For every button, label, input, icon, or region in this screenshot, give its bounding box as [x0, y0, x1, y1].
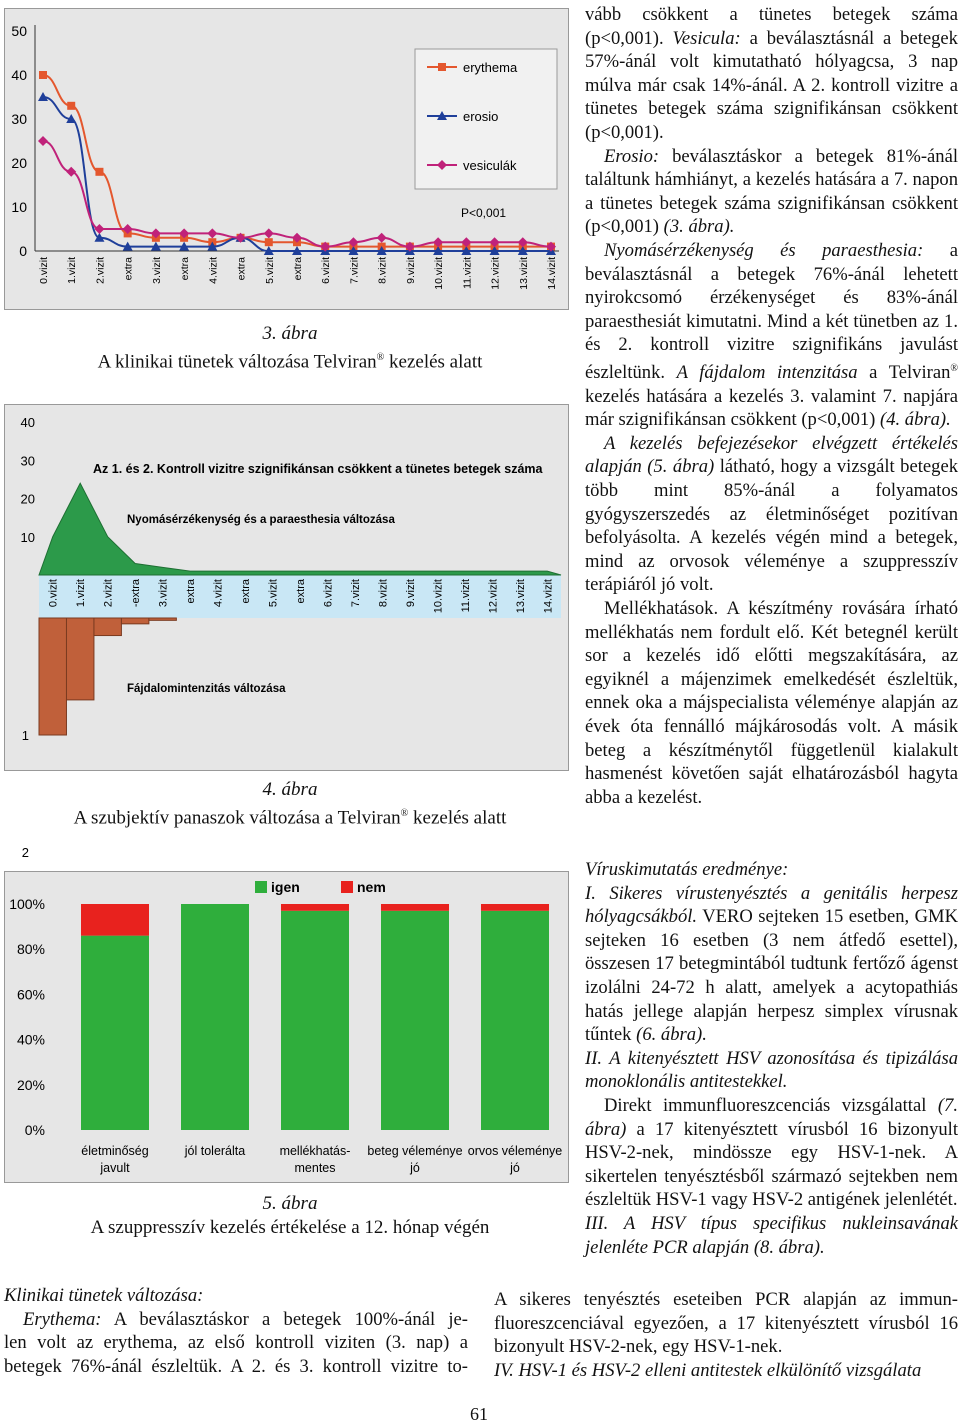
virus-section-wide — [494, 1288, 958, 1382]
x-tick-label: extra — [185, 579, 198, 604]
x-tick-label: 5.vizit — [263, 257, 276, 284]
bar-nem — [81, 904, 149, 936]
legend-swatch-nem — [341, 881, 353, 893]
legend-label: igen — [271, 879, 300, 895]
x-tick-label: 6.vizit — [322, 579, 335, 608]
y-tick-label: 50 — [11, 23, 27, 39]
category-label: jól tolerálta — [184, 1144, 246, 1158]
chart-title-top: Az 1. és 2. Kontroll vizitre szignifikánsan csökkent a tünetes betegek száma — [93, 462, 543, 476]
bar-fajdalomintenzitas — [39, 618, 66, 735]
bar-igen — [481, 911, 549, 1130]
bar-igen — [181, 904, 249, 1130]
figure-3-title: A klinikai tünetek változása Telviran — [97, 351, 377, 373]
area-nyomaserzekenyseg — [39, 483, 561, 575]
x-tick-label: 4.vizit — [212, 579, 225, 608]
data-point-vesiculák — [377, 233, 387, 243]
category-label: életminőség — [81, 1144, 149, 1158]
figure-3-title-tail: kezelés alatt — [384, 351, 483, 373]
x-tick-label: 11.vizit — [459, 579, 472, 613]
legend-label: nem — [357, 879, 386, 895]
page-number: 61 — [470, 1404, 488, 1424]
section-heading: Klinikai tünetek változása: — [4, 1285, 204, 1306]
figure-5-caption — [20, 1192, 560, 1240]
y-tick-label: 1 — [21, 728, 29, 743]
x-tick-label: extra — [295, 579, 307, 604]
chart-title-red: Fájdalomintenzitás változása — [127, 683, 286, 695]
data-point-vesiculák — [66, 167, 76, 177]
erythema-paragraph: Erythema: A beválasztáskor a betegek 100%-ánál je- — [23, 1308, 468, 1330]
y-tick-label: 10 — [11, 199, 27, 215]
bar-igen — [81, 936, 149, 1130]
figure-4-title: A szubjektív panaszok változása a Telviran — [73, 807, 401, 829]
virus-heading: Víruskimutatás eredménye: — [585, 859, 789, 880]
paragraph-erosio: Erosio: beválasztáskor a betegek 81%-ánál találtunk hámhiányt, a kezelés hatására a 7. napon a tünetes betegek száma szignifikánsan csökkent (p<0,001) (3. ábra). — [585, 145, 958, 238]
category-label: jó — [410, 1161, 420, 1175]
figure-4-number: 4. ábra — [262, 779, 318, 800]
figure-3-chart — [4, 8, 569, 310]
left-column-text — [4, 1284, 468, 1378]
data-point-vesiculák — [264, 228, 274, 238]
x-tick-label: 13.vizit — [517, 257, 530, 290]
bar-nem — [481, 904, 549, 911]
bar-nem — [381, 904, 449, 911]
category-label: jó — [510, 1161, 520, 1175]
paragraph-vesicula: vább csökkent a tünetes betegek száma (p<0,001). Vesicula: a beválasztásnál a betegek 57%-ánál volt kimutatható hólyagcsa, 3 nap múlva már csak 14%-ánál. A 2. kontroll vizitre a tünetes betegek száma szignifikánsan csökkent (p<0,001). — [585, 4, 958, 143]
x-tick-label: 6.vizit — [320, 257, 333, 284]
x-tick-label: 4.vizit — [207, 257, 220, 284]
x-tick-label: 12.vizit — [489, 257, 502, 290]
x-tick-label: 0.vizit — [38, 257, 50, 284]
figure-4-caption — [20, 778, 560, 830]
y-tick-label: 20 — [20, 491, 35, 507]
bar-fajdalomintenzitas — [66, 618, 93, 700]
y-tick-label: 10 — [20, 529, 35, 545]
x-tick-label: 11.vizit — [461, 257, 474, 289]
figure-3-svg — [5, 9, 568, 309]
y-tick-label: 40 — [20, 415, 35, 430]
y-tick-label: 0% — [24, 1122, 45, 1138]
category-label: beteg véleménye — [367, 1144, 463, 1158]
bar-fajdalomintenzitas — [121, 618, 148, 624]
category-label: mentes — [294, 1161, 336, 1175]
y-tick-label: 100% — [9, 896, 45, 912]
x-tick-label: 8.vizit — [377, 579, 390, 608]
category-label: javult — [100, 1161, 130, 1175]
y-tick-label: 30 — [11, 111, 27, 127]
erythema-line-2: len volt az erythema, az első kontroll viziten (3. nap) a — [4, 1332, 468, 1354]
x-tick-label: extra — [240, 579, 253, 604]
legend-swatch-igen — [255, 881, 267, 893]
x-tick-label: -extra — [130, 579, 143, 608]
bar-igen — [381, 911, 449, 1130]
x-tick-label: 14.vizit — [546, 257, 558, 290]
data-point-erythema — [39, 71, 47, 79]
x-tick-label: 10.vizit — [433, 257, 446, 290]
x-tick-label: 5.vizit — [267, 579, 280, 608]
x-tick-label: 1.vizit — [75, 579, 88, 608]
x-tick-label: 1.vizit — [66, 257, 79, 284]
y-tick-label: 30 — [20, 453, 35, 469]
virus-result-3: III. A HSV típus specifikus nukleinsavának jelenléte PCR alapján (8. ábra). — [585, 1212, 958, 1258]
virus-result-2-text: Direkt immunfluoreszcenciás vizsgálattal (7. ábra) a 17 kitenyésztett vírusból 16 bizonyult HSV-2-nek, mindössze egy HSV-1-nek. A sikertelen tenyésztésből származó sejtekben nem észleltük HSV-1 vagy HSV-2 antigének jelenlétét. — [585, 1094, 958, 1211]
category-label: orvos véleménye — [467, 1144, 563, 1158]
y-tick-label: 40 — [11, 67, 27, 83]
x-tick-label: 0.vizit — [47, 579, 60, 608]
figure-3-number: 3. ábra — [262, 323, 318, 344]
figure-5-svg — [5, 872, 568, 1182]
virus-section — [585, 858, 958, 1259]
x-tick-label: 8.vizit — [376, 257, 389, 284]
legend-label: erythema — [463, 60, 518, 75]
x-tick-label: 9.vizit — [404, 579, 417, 608]
virus-result-2: II. A kitenyésztett HSV azonosítása és tipizálása monoklonális antitestekkel. — [585, 1047, 958, 1093]
legend-label: erosio — [463, 109, 499, 124]
paragraph-paraesthesia: Nyomásérzékenység és paraesthesia: a beválasztásnál a betegek 76%-ánál lehetett nyirokcsomó érzékenységet és 83%-ánál paraesthesiát kimutatni. Mind a két tünetben az 1. és 2. kontroll vizitre szignifikáns javulást észleltünk. A fájdalom intenzitása a Telviran® kezelés hatására a kezelés 3. valamint 7. napjára már szignifikánsan csökkent (p<0,001) (4. ábra). — [585, 239, 958, 431]
y-tick-label: 20% — [16, 1076, 45, 1093]
y-tick-label: 60% — [16, 986, 45, 1003]
registered-mark: ® — [376, 352, 385, 363]
x-tick-label: 14.vizit — [542, 579, 555, 614]
registered-mark: ® — [400, 808, 409, 819]
data-point-erythema — [67, 102, 75, 110]
x-tick-label: extra — [179, 257, 192, 281]
x-tick-label: extra — [292, 257, 304, 281]
erythema-line-3: betegek 76%-ánál észleltük. A 2. és 3. kontroll vizitre to- — [4, 1355, 468, 1377]
x-tick-label: 7.vizit — [349, 579, 362, 608]
x-tick-label: 12.vizit — [487, 579, 500, 614]
virus-result-4: IV. HSV-1 és HSV-2 elleni antitestek elkülönítő vizsgálata — [494, 1359, 922, 1381]
bar-fajdalomintenzitas — [94, 618, 121, 636]
bar-nem — [281, 904, 349, 911]
y-tick-label: 40% — [16, 1031, 45, 1048]
paragraph-side-effects: Mellékhatások. A készítmény rovására írható mellékhatás nem fordult elő. Két betegnél került sor a kezelés idő előtti megszakítására, az egyiknél a májenzimek emelkedését észleltük, ennek oka a májspecialista véleménye alapján az évek óta fennálló májkárosodás volt. A másik beteg a készítménytől függetlenül kialakult hasmenést követően saját elhatározásból hagyta abba a kezelést. — [585, 598, 958, 808]
figure-4-title-tail: kezelés alatt — [408, 807, 507, 829]
x-tick-label: 2.vizit — [102, 579, 115, 608]
figure-5-chart — [4, 871, 569, 1183]
y-tick-label: 0 — [19, 243, 27, 259]
data-point-vesiculák — [94, 224, 104, 234]
x-tick-label: 2.vizit — [94, 257, 107, 284]
chart-title-green: Nyomásérzékenység és a paraesthesia változása — [127, 514, 395, 526]
figure-5-number: 5. ábra — [262, 1193, 318, 1214]
data-point-erythema — [265, 238, 273, 246]
bar-fajdalomintenzitas — [149, 618, 176, 620]
y-tick-label: 2 — [21, 845, 29, 860]
legend-label: vesiculák — [463, 158, 517, 173]
legend-marker — [438, 63, 446, 71]
bar-igen — [281, 911, 349, 1130]
x-tick-label: 3.vizit — [157, 579, 170, 608]
y-tick-label: 20 — [11, 155, 27, 171]
x-tick-label: 13.vizit — [514, 579, 527, 614]
data-point-erythema — [95, 168, 103, 176]
x-tick-label: 3.vizit — [150, 257, 163, 284]
virus-result-1: I. Sikeres vírustenyésztés a genitális herpesz hólyagcsákból. VERO sejteken 15 esetben, GMK sejteken 16 esetben (3 nem átfedő esettel), összesen 17 betegmintából tudtunk fertőző ágenst izolálni 24-72 h alatt, amelyek a acytopathiás hatás jellege alapján herpesz simplex vírusnak tűntek (6. ábra). — [585, 882, 958, 1046]
p-value-label: P<0,001 — [461, 206, 507, 220]
right-column-text — [585, 3, 958, 809]
figure-3-caption — [20, 322, 560, 374]
data-point-vesiculák — [207, 228, 217, 238]
paragraph-evaluation: A kezelés befejezésekor elvégzett értékelés alapján (5. ábra) látható, hogy a vizsgált betegek több mint 85%-ánál a folyamatos gyógyszerszedés az életminőséget pozitívan befolyásolta. A kezelés végén mind a betegek, mind az orvosok véleménye a szuppresszív terápiáról jó volt. — [585, 432, 959, 596]
data-point-vesiculák — [38, 136, 48, 146]
x-tick-label: extra — [122, 257, 135, 281]
category-label: mellékhatás- — [279, 1144, 351, 1158]
y-tick-label: 80% — [16, 941, 45, 958]
x-tick-label: extra — [235, 257, 248, 281]
x-tick-label: 9.vizit — [404, 257, 417, 284]
x-tick-label: 7.vizit — [348, 257, 361, 284]
figure-5-title: A szuppresszív kezelés értékelése a 12. hónap végén — [90, 1217, 490, 1238]
x-tick-label: 10.vizit — [432, 579, 445, 614]
virus-result-3-text: A sikeres tenyésztés eseteiben PCR alapján az immun-fluoreszcenciával egyezően, a 17 kitenyésztett vírusból 16 bizonyult HSV-2-nek, egy HSV-1-nek. — [494, 1289, 958, 1358]
